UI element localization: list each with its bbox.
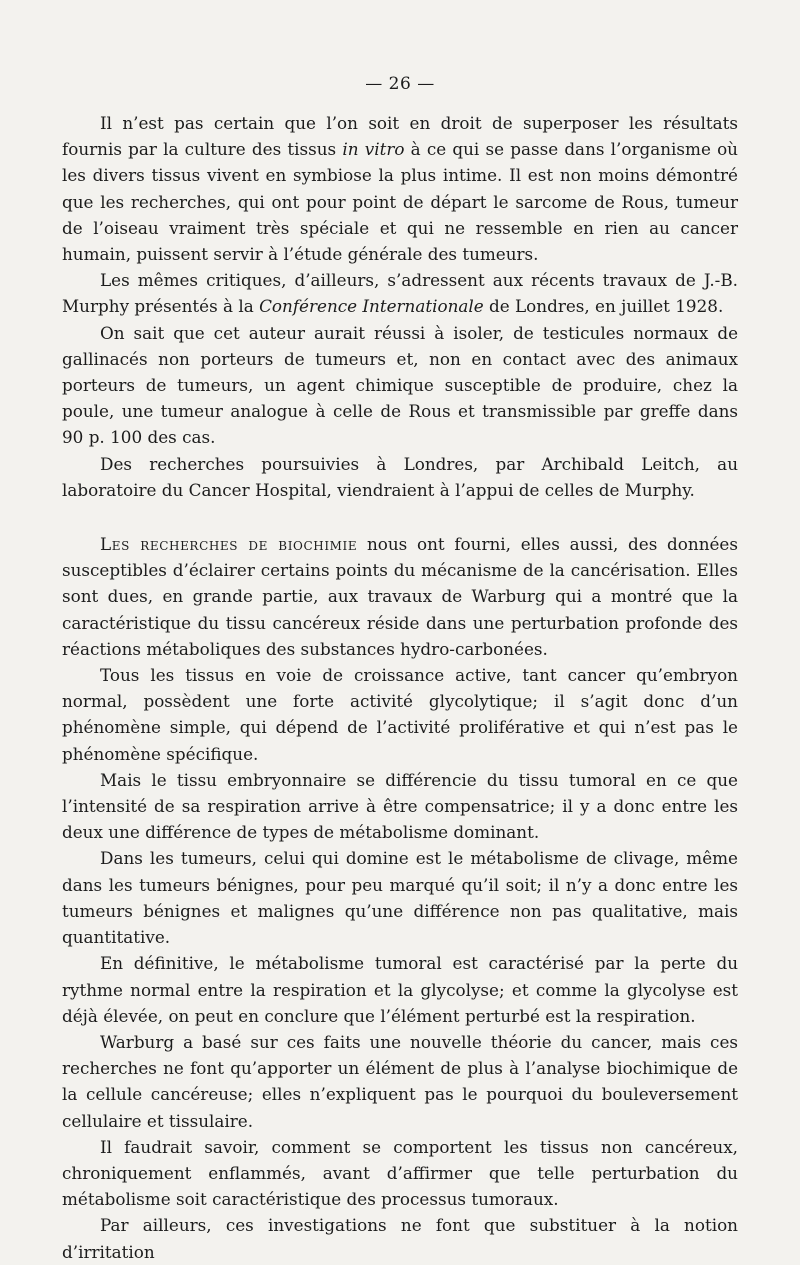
paragraph-3: On sait que cet auteur aurait réussi à isoler, de testicules normaux de gallinacés non porteurs de tumeurs et, non en contact avec des animaux porteurs de tumeurs, un agent chimique susceptible de produire, chez la poule, une tumeur analogue à celle de Rous et transmissible par greffe dans 90 p. 100 des cas. <box>62 322 738 448</box>
paragraph-2-text: Les mêmes critiques, d’ailleurs, s’adressent aux récents travaux de J.-B. Murphy présentés à la <box>62 270 738 317</box>
italic-conference: Conférence Internationale <box>259 296 484 317</box>
paragraph-11: Il faudrait savoir, comment se comportent les tissus non cancéreux, chroniquement enflammés, avant d’affirmer que telle perturbation du métabolisme soit caractéristique des processus tumoraux. <box>62 1136 738 1210</box>
paragraph-4: Des recherches poursuivies à Londres, par Archibald Leitch, au laboratoire du Cancer Hospital, viendraient à l’appui de celles de Murphy. <box>62 453 738 500</box>
paragraph-2 <box>62 267 738 319</box>
paragraph-9: En définitive, le métabolisme tumoral est caractérisé par la perte du rythme normal entre la respiration et la glycolyse; et comme la glycolyse est déjà élevée, on peut en conclure que l’élément perturbé est la respiration. <box>62 953 738 1026</box>
page-body <box>62 110 738 1265</box>
paragraph-5-text: nous ont fourni, elles aussi, des données susceptibles d’éclairer certains points du mécanisme de la cancérisation. Elles sont dues, en grande partie, aux travaux de Warburg qui a montré que la caractéristique du tissu cancéreux réside dans une perturbation profonde des réactions métaboliques des substances hydro-carbonées. <box>62 534 738 659</box>
section-heading-inline: Les recherches de biochimie <box>100 534 358 555</box>
paragraph-1-text: Il n’est pas certain que l’on soit en droit de superposer les résultats fournis par la culture des tissus <box>62 113 738 160</box>
paragraph-1 <box>62 110 738 267</box>
paragraph-1-text-cont: à ce qui se passe dans l’organisme où les divers tissus vivent en symbiose la plus intime. Il est non moins démontré que les recherches, qui ont pour point de départ le sarcome de Rous, tumeur de l’oiseau vraiment très spéciale et qui ne ressemble en rien au cancer humain, puissent servir à l’étude générale des tumeurs. <box>62 139 738 265</box>
paragraph-8: Dans les tumeurs, celui qui domine est le métabolisme de clivage, même dans les tumeurs bénignes, pour peu marqué qu’il soit; il n’y a donc entre les tumeurs bénignes et malignes qu’une différence non pas qualitative, mais quantitative. <box>62 848 738 948</box>
italic-in-vitro: in vitro <box>342 139 405 160</box>
paragraph-6: Tous les tissus en voie de croissance active, tant cancer qu’embryon normal, possèdent une forte activité glycolytique; il s’agit donc d’un phénomène simple, qui dépend de l’activité proliférative et qui n’est pas le phénomène spécifique. <box>62 665 738 764</box>
paragraph-12: Par ailleurs, ces investigations ne font que substituer à la notion d’irritation <box>62 1215 738 1262</box>
section-gap <box>62 503 738 531</box>
paragraph-7: Mais le tissu embryonnaire se différencie du tissu tumoral en ce que l’intensité de sa respiration arrive à être compensatrice; il y a donc entre les deux une différence de types de métabolisme dominant. <box>62 769 738 843</box>
page-number: — 26 — <box>365 74 435 94</box>
paragraph-5 <box>62 531 738 662</box>
paragraph-10: Warburg a basé sur ces faits une nouvelle théorie du cancer, mais ces recherches ne font qu’apporter un élément de plus à l’analyse biochimique de la cellule cancéreuse; elles n’expliquent pas le pourquoi du bouleversement cellulaire et tissulaire. <box>62 1031 738 1131</box>
paragraph-2-text-cont: de Londres, en juillet 1928. <box>483 296 724 317</box>
